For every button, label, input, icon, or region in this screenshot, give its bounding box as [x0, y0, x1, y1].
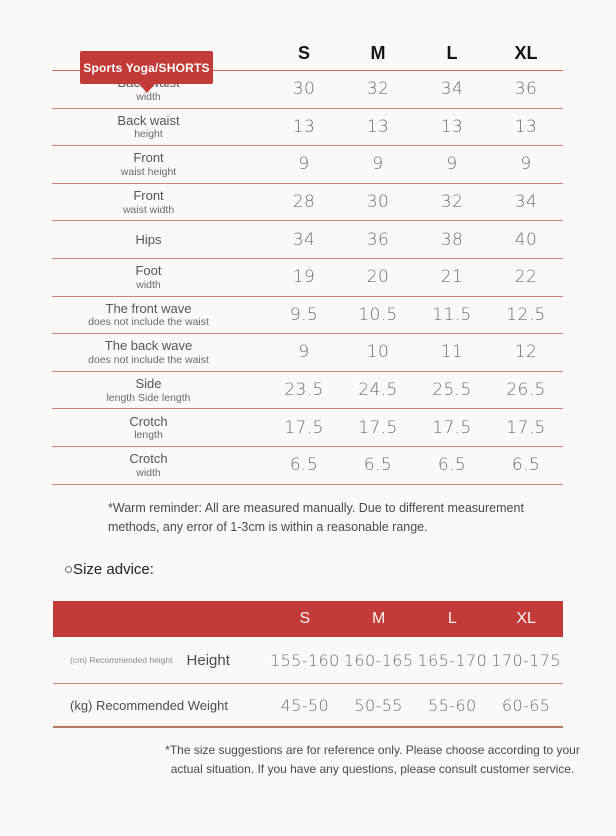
cell-value-l: 11.5	[432, 304, 472, 325]
row-label	[52, 451, 267, 479]
weight-value-s: 45-50	[280, 695, 330, 715]
row-label-sub: length Side length	[106, 391, 191, 404]
table-row	[52, 409, 563, 447]
size-suggestion-note: *The size suggestions are for reference only. Please choose according to your actual situation. If you have any questions, please consult customer service.	[165, 743, 580, 777]
cell-value-s: 9.5	[289, 304, 319, 325]
row-label-sub: width	[136, 278, 161, 291]
cell-value-m: 30	[366, 192, 390, 213]
size-column-header-m: M	[370, 42, 386, 63]
cell-value-xl: 6.5	[511, 455, 541, 476]
size-chart-badge-label: Sports Yoga/SHORTS	[83, 60, 210, 75]
row-label-sub: does not include the waist	[88, 316, 209, 329]
size-advice-header-row	[53, 601, 563, 637]
cell-value-m: 9	[372, 154, 384, 175]
row-label-main: Hips	[135, 231, 162, 247]
row-label-main: Front	[133, 150, 164, 166]
height-value-xl: 170-175	[491, 650, 561, 670]
advice-column-header-xl: XL	[516, 610, 536, 628]
cell-value-xl: 22	[514, 267, 538, 288]
cell-value-m: 17.5	[358, 417, 398, 438]
cell-value-m: 36	[366, 229, 390, 250]
row-label-main: Crotch	[129, 413, 168, 429]
weight-value-l: 55-60	[428, 695, 477, 715]
weight-row-label-wrap	[53, 698, 268, 713]
cell-value-xl: 26.5	[506, 380, 546, 401]
cell-value-m: 10	[366, 342, 390, 363]
height-value-l: 165-170	[417, 650, 488, 670]
advice-column-header-l: L	[447, 610, 457, 628]
table-row	[52, 297, 563, 335]
cell-value-m: 6.5	[363, 455, 393, 476]
cell-value-s: 9	[298, 342, 310, 363]
cell-value-xl: 12.5	[506, 304, 546, 325]
row-label	[52, 376, 267, 404]
row-label	[52, 338, 267, 366]
weight-value-xl: 60-65	[501, 695, 551, 715]
row-label-main: The back wave	[104, 338, 193, 354]
cell-value-l: 6.5	[437, 455, 467, 476]
cell-value-s: 28	[292, 192, 316, 213]
cell-value-m: 13	[366, 116, 390, 137]
size-advice-table	[53, 601, 563, 728]
cell-value-xl: 12	[514, 342, 538, 363]
row-label-sub: width	[136, 90, 161, 103]
cell-value-l: 13	[440, 116, 464, 137]
table-row	[52, 184, 563, 222]
row-label-main: Back waist	[117, 112, 180, 128]
cell-value-xl: 40	[514, 229, 538, 250]
row-label-main: The front wave	[105, 300, 192, 316]
cell-value-s: 13	[292, 116, 316, 137]
cell-value-s: 34	[292, 229, 316, 250]
row-label	[52, 263, 267, 291]
size-advice-heading: ○Size advice:	[64, 561, 154, 579]
height-row-label	[53, 652, 268, 669]
cell-value-l: 38	[440, 229, 464, 250]
row-label	[52, 414, 267, 442]
table-row	[52, 259, 563, 297]
cell-value-m: 32	[366, 79, 390, 100]
recommended-height-row	[53, 637, 563, 684]
cell-value-s: 6.5	[289, 455, 319, 476]
cell-value-s: 17.5	[284, 417, 324, 438]
cell-value-l: 9	[446, 154, 458, 175]
cell-value-m: 10.5	[358, 304, 398, 325]
cell-value-l: 21	[440, 267, 464, 288]
height-value-s: 155-160	[270, 650, 340, 670]
table-row	[52, 109, 563, 147]
row-label-main: Side	[135, 375, 162, 391]
cell-value-s: 23.5	[284, 380, 324, 401]
row-label-sub: height	[134, 128, 163, 141]
weight-row-label: (kg) Recommended Weight	[70, 697, 228, 713]
row-label	[52, 150, 267, 178]
advice-column-header-m: M	[371, 610, 386, 628]
height-row-label-small: (cm) Recommended height	[70, 655, 173, 666]
recommended-weight-row	[53, 684, 563, 728]
advice-column-header-s: S	[299, 610, 311, 628]
size-column-header-s: S	[297, 42, 310, 63]
cell-value-l: 11	[440, 342, 464, 363]
cell-value-s: 19	[292, 267, 316, 288]
height-value-m: 160-165	[343, 650, 414, 670]
size-column-header-xl: XL	[514, 42, 538, 63]
table-row	[52, 334, 563, 372]
table-row	[52, 372, 563, 410]
row-label	[52, 301, 267, 329]
row-label	[52, 113, 267, 141]
size-chart-body	[52, 71, 563, 485]
cell-value-xl: 34	[514, 192, 538, 213]
cell-value-m: 24.5	[358, 380, 398, 401]
cell-value-xl: 9	[520, 154, 532, 175]
row-label	[52, 188, 267, 216]
height-row-label-main: Height	[186, 651, 230, 669]
cell-value-m: 20	[366, 267, 390, 288]
row-label-main: Front	[133, 187, 164, 203]
cell-value-l: 25.5	[432, 380, 472, 401]
size-chart-table	[52, 36, 563, 485]
row-label-sub: width	[136, 466, 161, 479]
cell-value-xl: 13	[514, 116, 538, 137]
warm-reminder-note: *Warm reminder: All are measured manually. Due to different measurement methods, any error of 1-3cm is within a reasonable range.	[108, 500, 524, 534]
row-label-main: Foot	[135, 263, 162, 279]
row-label-sub: length	[134, 429, 163, 442]
weight-value-m: 50-55	[354, 695, 403, 715]
cell-value-xl: 17.5	[506, 417, 546, 438]
cell-value-l: 17.5	[432, 417, 472, 438]
cell-value-s: 9	[298, 154, 310, 175]
cell-value-l: 34	[440, 79, 464, 100]
row-label-sub: does not include the waist	[88, 353, 209, 366]
cell-value-xl: 36	[514, 79, 538, 100]
cell-value-s: 30	[292, 79, 316, 100]
size-column-header-l: L	[446, 42, 458, 63]
row-label-sub: waist height	[120, 165, 177, 178]
row-label	[52, 232, 267, 248]
row-label-main: Crotch	[129, 451, 168, 467]
cell-value-l: 32	[440, 192, 464, 213]
size-chart-badge	[80, 51, 213, 84]
table-row	[52, 146, 563, 184]
row-label-sub: waist width	[122, 203, 175, 216]
table-row	[52, 221, 563, 259]
table-row	[52, 447, 563, 485]
